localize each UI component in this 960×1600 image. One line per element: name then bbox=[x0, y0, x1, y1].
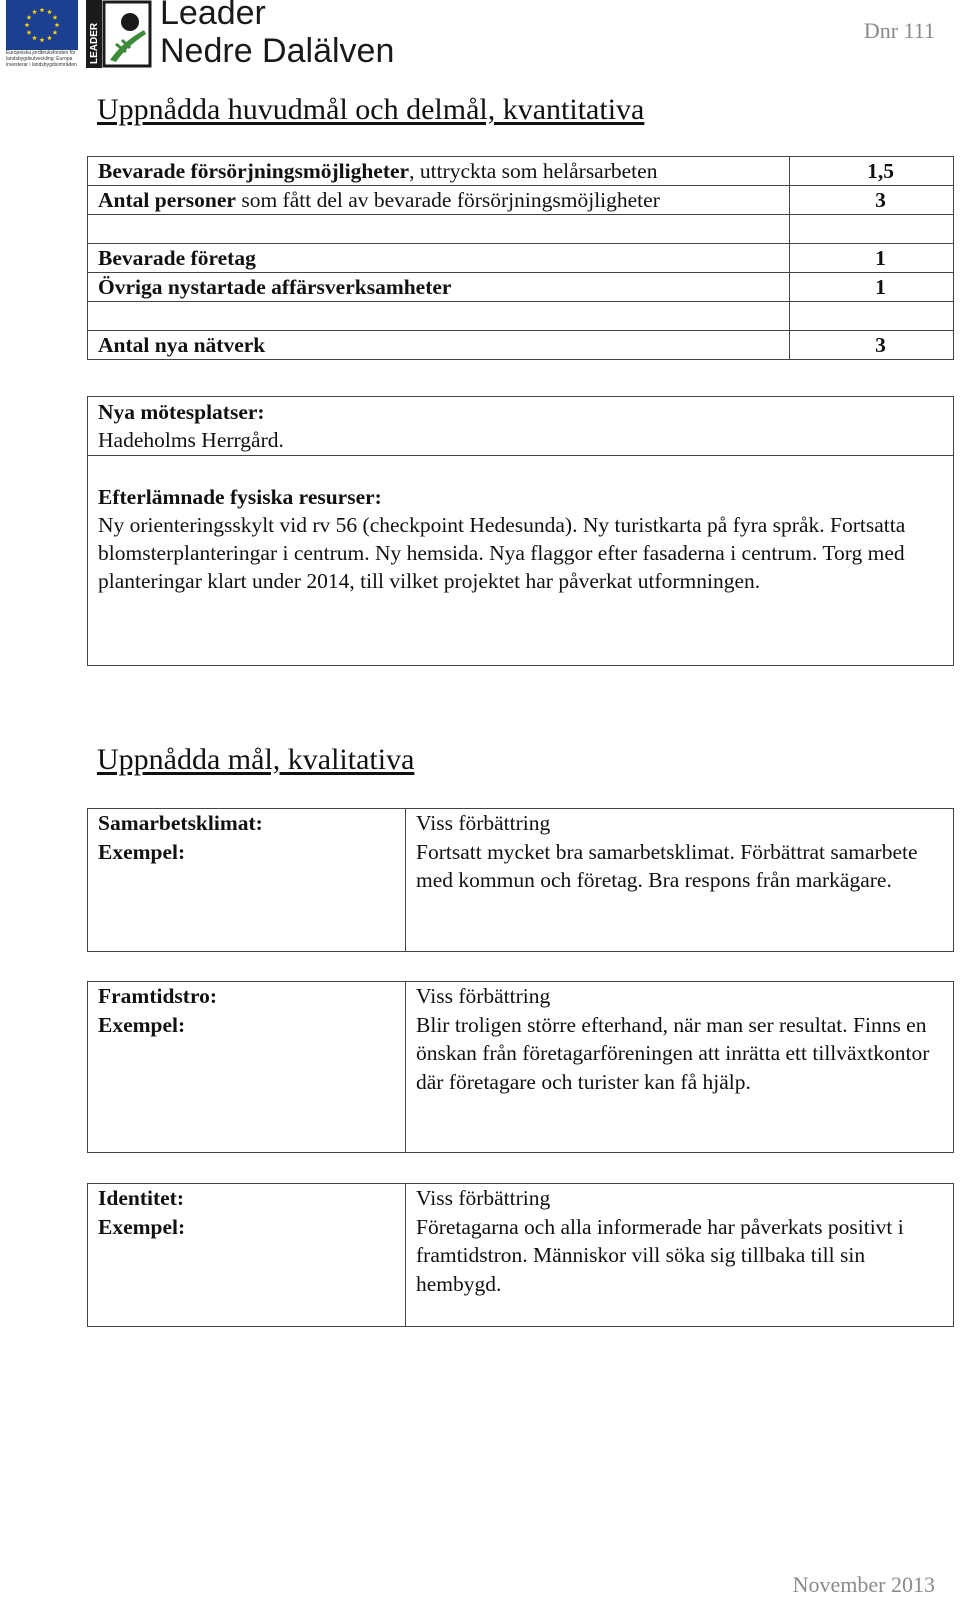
eu-star-icon bbox=[47, 9, 52, 14]
quantitative-label-bold: Övriga nystartade affärsverksamheter bbox=[98, 274, 452, 299]
eu-star-icon bbox=[47, 35, 52, 40]
physical-resources-box bbox=[87, 455, 954, 666]
quantitative-row bbox=[88, 302, 954, 331]
quantitative-value-cell bbox=[790, 302, 954, 331]
eu-star-icon bbox=[55, 22, 60, 27]
leader-name-line1: Leader bbox=[160, 0, 266, 32]
quantitative-value-cell bbox=[790, 186, 954, 215]
eu-star-icon bbox=[53, 30, 58, 35]
eu-star-icon bbox=[27, 30, 32, 35]
quantitative-row bbox=[88, 244, 954, 273]
qualitative-example-text: Företagarna och alla informerade har påverkats positivt i framtidstron. Människor vill söka sig tillbaka till sin hembygd. bbox=[416, 1214, 904, 1296]
footer-date: November 2013 bbox=[792, 1572, 935, 1597]
quantitative-value: 1 bbox=[875, 274, 886, 299]
eu-star-icon bbox=[27, 15, 32, 20]
qualitative-block-identitet bbox=[87, 1183, 954, 1327]
quantitative-title: Uppnådda huvudmål och delmål, kvantitativa bbox=[97, 93, 645, 126]
qualitative-example-text: Fortsatt mycket bra samarbetsklimat. Förbättrat samarbete med kommun och företag. Bra respons från markägare. bbox=[416, 839, 918, 892]
leader-name-line2: Nedre Dalälven bbox=[160, 32, 395, 70]
quantitative-value-cell bbox=[790, 157, 954, 186]
eu-star-icon bbox=[32, 35, 37, 40]
quantitative-label-bold: Antal personer bbox=[98, 187, 236, 212]
quantitative-table bbox=[87, 156, 954, 360]
quantitative-label-cell bbox=[88, 186, 790, 215]
quantitative-label-rest: , uttryckta som helårsarbeten bbox=[409, 158, 658, 183]
quantitative-label-bold: Bevarade försörjningsmöjligheter bbox=[98, 158, 410, 183]
qualitative-title: Uppnådda mål, kvalitativa bbox=[97, 743, 415, 776]
qualitative-label: Identitet: bbox=[98, 1186, 184, 1210]
quantitative-value-cell bbox=[790, 273, 954, 302]
meeting-places-box bbox=[87, 396, 954, 456]
eu-star-icon bbox=[25, 22, 30, 27]
quantitative-row bbox=[88, 331, 954, 360]
qualitative-block-framtidstro bbox=[87, 981, 954, 1153]
eu-flag-logo bbox=[6, 0, 78, 50]
example-label: Exempel: bbox=[98, 1012, 186, 1037]
quantitative-row bbox=[88, 157, 954, 186]
eu-star-icon bbox=[32, 9, 37, 14]
eu-stars-icon bbox=[6, 0, 78, 50]
eu-star-icon bbox=[40, 7, 45, 12]
quantitative-value: 1 bbox=[875, 245, 886, 270]
qualitative-example-text: Blir troligen större efterhand, när man ser resultat. Finns en önskan från företagarföreningen att inrätta ett tillväxtkontor där företagare och turister kan få hjälp. bbox=[416, 1012, 930, 1094]
quantitative-value: 1,5 bbox=[867, 158, 894, 183]
qualitative-label: Samarbetsklimat: bbox=[98, 811, 263, 835]
physical-resources-label: Efterlämnade fysiska resurser: bbox=[98, 485, 382, 509]
quantitative-label-bold: Bevarade företag bbox=[98, 245, 256, 270]
quantitative-row bbox=[88, 186, 954, 215]
quantitative-label-cell bbox=[88, 215, 790, 244]
quantitative-label-cell bbox=[88, 244, 790, 273]
qualitative-label: Framtidstro: bbox=[98, 984, 218, 1008]
example-label: Exempel: bbox=[98, 839, 186, 864]
eu-star-icon bbox=[53, 15, 58, 20]
meeting-places-text: Hadeholms Herrgård. bbox=[98, 428, 284, 452]
quantitative-label-bold: Antal nya nätverk bbox=[98, 332, 266, 357]
quantitative-value-cell bbox=[790, 215, 954, 244]
physical-resources-text: Ny orienteringsskylt vid rv 56 (checkpoint Hedesunda). Ny turistkarta på fyra språk. Fortsatta blomsterplanteringar i centrum. Ny hemsida. Nya flaggor efter fasaderna i centrum. Torg med planteringar klart under 2014, till vilket projektet har påverkat utformningen. bbox=[98, 513, 906, 593]
quantitative-row bbox=[88, 215, 954, 244]
leader-emblem-logo bbox=[86, 0, 152, 68]
quantitative-label-cell bbox=[88, 331, 790, 360]
svg-text:LEADER: LEADER bbox=[89, 22, 100, 64]
eu-star-icon bbox=[40, 37, 45, 42]
qualitative-rating: Viss förbättring bbox=[416, 1186, 551, 1210]
quantitative-label-cell bbox=[88, 273, 790, 302]
document-number: Dnr 111 bbox=[863, 18, 935, 43]
qualitative-block-samarbetsklimat bbox=[87, 808, 954, 952]
leader-name-logo bbox=[160, 0, 394, 70]
qualitative-rating: Viss förbättring bbox=[416, 984, 551, 1008]
quantitative-value-cell bbox=[790, 331, 954, 360]
qualitative-rating: Viss förbättring bbox=[416, 811, 551, 835]
quantitative-label-cell bbox=[88, 157, 790, 186]
quantitative-label-cell bbox=[88, 302, 790, 331]
meeting-places-label: Nya mötesplatser: bbox=[98, 400, 265, 424]
eu-logo-caption: Europeiska jordbruksfonden för landsbygdsutveckling: Europa investerar i landsbygdsområden bbox=[6, 50, 77, 68]
quantitative-value-cell bbox=[790, 244, 954, 273]
example-label: Exempel: bbox=[98, 1214, 186, 1239]
quantitative-row bbox=[88, 273, 954, 302]
quantitative-value: 3 bbox=[875, 332, 886, 357]
quantitative-value: 3 bbox=[875, 187, 886, 212]
quantitative-label-rest: som fått del av bevarade försörjningsmöjligheter bbox=[235, 187, 660, 212]
